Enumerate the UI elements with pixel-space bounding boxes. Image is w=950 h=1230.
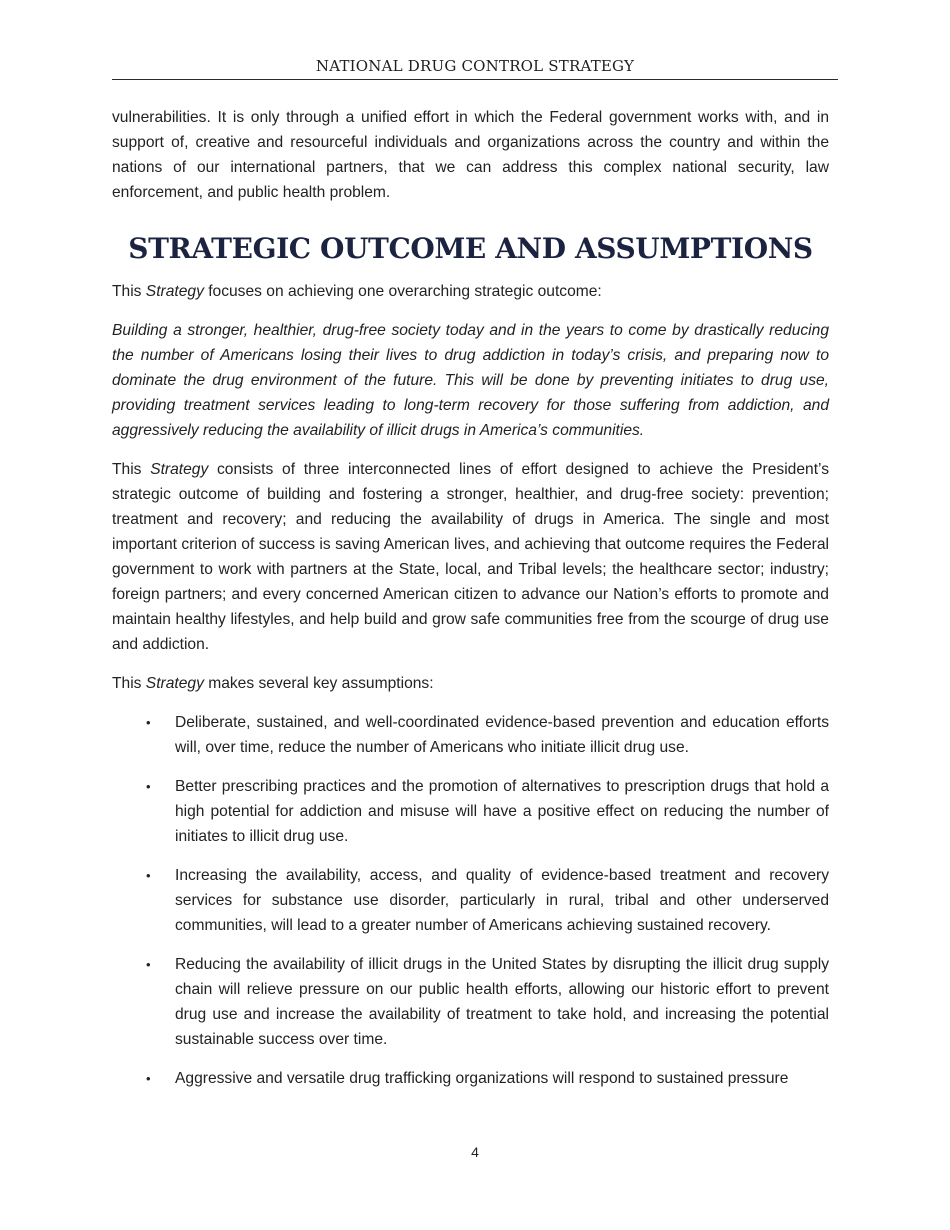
list-item-text: Reducing the availability of illicit drugs in the United States by disrupting the illicit drug supply chain will relieve pressure on our public health efforts, allowing our historic effort to prevent drug use and increase the availability of treatment to take hold, and increasing the potential sustainable success over time. <box>175 956 829 1048</box>
list-item-text: Deliberate, sustained, and well-coordinated evidence-based prevention and education efforts will, over time, reduce the number of Americans who initiate illicit drug use. <box>175 714 829 756</box>
bullet-icon: • <box>146 868 151 883</box>
list-item <box>112 863 829 938</box>
bullet-icon: • <box>146 1071 151 1086</box>
lines-lead-emphasis: Strategy <box>150 461 209 478</box>
list-item-text: Increasing the availability, access, and quality of evidence-based treatment and recovery services for substance use disorder, particularly in rural, tribal and other underserved communities, will lead to a greater number of Americans achieving sustained recovery. <box>175 867 829 934</box>
outcome-lead-emphasis: Strategy <box>145 283 204 300</box>
intro-paragraph: vulnerabilities. It is only through a unified effort in which the Federal government works with, and in support of, creative and resourceful individuals and organizations across the country and within the nations of our international partners, that we can address this complex national security, law enforcement, and public health problem. <box>112 109 829 201</box>
lines-lead-prefix: This <box>112 461 151 478</box>
bullet-icon: • <box>146 957 151 972</box>
bullet-icon: • <box>146 715 151 730</box>
outcome-lead-prefix: This <box>112 283 146 300</box>
assumptions-list <box>112 710 829 1091</box>
bullet-icon: • <box>146 779 151 794</box>
page-number: 4 <box>471 1144 479 1160</box>
assumptions-lead-suffix: makes several key assumptions: <box>203 675 434 692</box>
running-header: NATIONAL DRUG CONTROL STRATEGY <box>315 57 635 75</box>
list-item <box>112 710 829 760</box>
assumptions-lead-emphasis: Strategy <box>145 675 204 692</box>
list-item <box>112 1066 829 1091</box>
lines-of-effort-paragraph <box>112 457 829 657</box>
page-body <box>112 105 829 1105</box>
list-item-text: Better prescribing practices and the promotion of alternatives to prescription drugs that hold a high potential for addiction and misuse will have a positive effect on reducing the number of initiates to illicit drug use. <box>175 778 829 845</box>
list-item <box>112 952 829 1052</box>
section-heading: STRATEGIC OUTCOME AND ASSUMPTIONS <box>128 232 813 265</box>
strategic-outcome-quote: Building a stronger, healthier, drug-free society today and in the years to come by drastically reducing the number of Americans losing their lives to drug addiction in today’s crisis, and preparing now to dominate the drug environment of the future. This will be done by preventing initiates to drug use, providing treatment services leading to long-term recovery for those suffering from addiction, and aggressively reducing the availability of illicit drugs in America’s communities. <box>112 322 829 439</box>
list-item-text: Aggressive and versatile drug trafficking organizations will respond to sustained pressure <box>175 1070 789 1087</box>
assumptions-lead-paragraph <box>112 671 829 696</box>
lines-lead-suffix: consists of three interconnected lines of effort designed to achieve the President’s strategic outcome of building and fostering a stronger, healthier, and drug-free society: prevention; treatment and recovery; and reducing the availability of drugs in America. The single and most important criterion of success is saving American lives, and achieving that outcome requires the Federal government to work with partners at the State, local, and Tribal levels; the healthcare sector; industry; foreign partners; and every concerned American citizen to advance our Nation’s efforts to promote and maintain healthy lifestyles, and help build and grow safe communities free from the scourge of drug use and addiction. <box>112 461 829 653</box>
assumptions-lead-prefix: This <box>112 675 146 692</box>
list-item <box>112 774 829 849</box>
header-divider <box>112 79 838 80</box>
outcome-lead-suffix: focuses on achieving one overarching strategic outcome: <box>203 283 602 300</box>
outcome-lead-paragraph <box>112 279 829 304</box>
